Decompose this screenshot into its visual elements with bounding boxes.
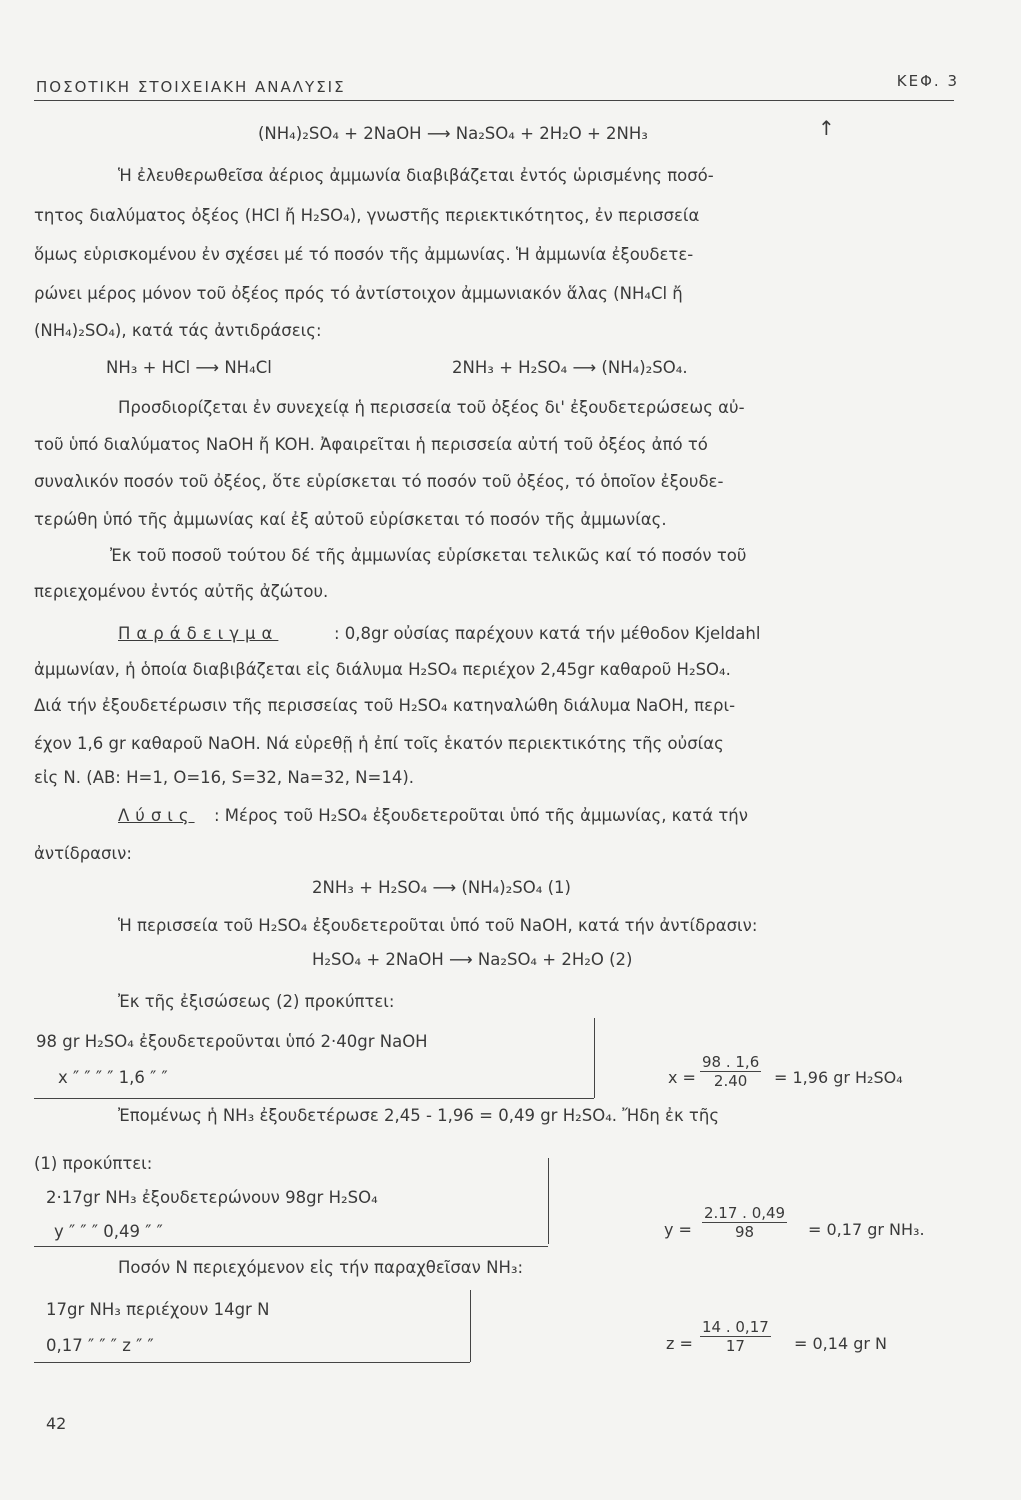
text-line: : 0,8gr οὐσίας παρέχουν κατά τήν μέθοδον Kjeldahl	[334, 624, 761, 643]
text-line: έχον 1,6 gr καθαροῦ NaOH. Νά εὑρεθῇ ἡ ἐπί τοῖς ἑκατόν περιεκτικότης τῆς οὐσίας	[34, 734, 724, 753]
calc-z-lhs: z =	[666, 1334, 693, 1353]
calc-y-fraction	[702, 1204, 787, 1241]
example-heading: Παράδειγμα	[118, 624, 279, 643]
header-rule	[34, 100, 954, 101]
gas-arrow-icon: ↑	[818, 116, 835, 140]
proportion-bar	[470, 1290, 471, 1362]
text-line: εἰς N. (ΑΒ: H=1, O=16, S=32, Na=32, N=14).	[34, 768, 415, 787]
proportion-line: 2·17gr NH₃ ἐξουδετερώνουν 98gr H₂SO₄	[46, 1188, 378, 1207]
text-line: (1) προκύπτει:	[34, 1154, 153, 1173]
chapter-label: ΚΕΦ. 3	[896, 72, 959, 90]
proportion-line: 98 gr H₂SO₄ ἐξουδετεροῦνται ὑπό 2·40gr NaOH	[36, 1032, 428, 1051]
text-line: Ἐκ τῆς ἐξισώσεως (2) προκύπτει:	[118, 992, 395, 1011]
text-line: Ἐπομένως ἡ NH₃ ἐξουδετέρωσε 2,45 - 1,96 = 0,49 gr H₂SO₄. Ἤδη ἐκ τῆς	[118, 1106, 720, 1125]
text-line: ὅμως εὑρισκομένου ἐν σχέσει μέ τό ποσόν τῆς ἀμμωνίας. Ἡ ἀμμωνία ἐξουδετε-	[34, 245, 694, 264]
proportion-underline	[34, 1246, 548, 1247]
calc-z-result: = 0,14 gr N	[794, 1334, 887, 1353]
calc-x-numerator: 98 . 1,6	[702, 1053, 760, 1071]
text-line: ἀμμωνίαν, ἡ ὁποία διαβιβάζεται εἰς διάλυμα H₂SO₄ περιέχον 2,45gr καθαροῦ H₂SO₄.	[34, 660, 731, 679]
calc-x-denominator: 2.40	[713, 1072, 748, 1090]
proportion-underline	[34, 1098, 594, 1099]
text-line: τητος διαλύματος ὀξέος (HCl ἤ H₂SO₄), γνωστῆς περιεκτικότητος, ἐν περισσεία	[34, 206, 700, 225]
proportion-line: 0,17 ″ ″ ″ z ″ ″	[46, 1336, 154, 1355]
calc-z-fraction	[700, 1318, 771, 1355]
equation-line: 2NH₃ + H₂SO₄ ⟶ (NH₄)₂SO₄ (1)	[312, 878, 571, 897]
equation-line: 2NH₃ + H₂SO₄ ⟶ (NH₄)₂SO₄.	[452, 358, 688, 377]
text-line: Ἐκ τοῦ ποσοῦ τούτου δέ τῆς ἀμμωνίας εὑρίσκεται τελικῶς καί τό ποσόν τοῦ	[110, 546, 747, 565]
calc-y-numerator: 2.17 . 0,49	[704, 1204, 786, 1222]
calc-z-numerator: 14 . 0,17	[702, 1318, 769, 1336]
proportion-underline	[34, 1362, 470, 1363]
text-line: (NH₄)₂SO₄), κατά τάς ἀντιδράσεις:	[34, 321, 322, 340]
calc-y-lhs: y =	[664, 1220, 692, 1239]
calc-y-denominator: 98	[735, 1223, 755, 1241]
calc-y-result: = 0,17 gr NH₃.	[808, 1220, 925, 1239]
text-line: Προσδιορίζεται ἐν συνεχείᾳ ἡ περισσεία τοῦ ὀξέος δι' ἐξουδετερώσεως αὐ-	[118, 398, 745, 417]
text-line: τερώθη ὑπό τῆς ἀμμωνίας καί ἐξ αὐτοῦ εὑρίσκεται τό ποσόν τῆς ἀμμωνίας.	[34, 510, 667, 529]
proportion-bar	[548, 1158, 549, 1244]
solution-heading: Λύσις	[118, 806, 195, 825]
text-line: Ἡ περισσεία τοῦ H₂SO₄ ἐξουδετεροῦται ὑπό τοῦ NaOH, κατά τήν ἀντίδρασιν:	[118, 916, 758, 935]
proportion-line: x ″ ″ ″ ″ 1,6 ″ ″	[58, 1068, 168, 1087]
text-line: περιεχομένου ἐντός αὐτῆς ἀζώτου.	[34, 582, 329, 601]
page-number: 42	[46, 1414, 67, 1433]
text-line: τοῦ ὑπό διαλύματος NaOH ἤ KOH. Ἀφαιρεῖται ἡ περισσεία αὐτή τοῦ ὀξέος ἀπό τό	[34, 435, 708, 454]
equation-line: H₂SO₄ + 2NaOH ⟶ Na₂SO₄ + 2H₂O (2)	[312, 950, 633, 969]
proportion-line: 17gr NH₃ περιέχουν 14gr N	[46, 1300, 270, 1319]
page-header-title: ΠΟΣΟΤΙΚΗ ΣΤΟΙΧΕΙΑΚΗ ΑΝΑΛΥΣΙΣ	[36, 78, 346, 96]
text-line: Διά τήν ἐξουδετέρωσιν τῆς περισσείας τοῦ H₂SO₄ κατηναλώθη διάλυμα NaOH, περι-	[34, 696, 736, 715]
equation-line: NH₃ + HCl ⟶ NH₄Cl	[106, 358, 272, 377]
calc-z-denominator: 17	[725, 1337, 745, 1355]
text-line: ἀντίδρασιν:	[34, 844, 132, 863]
calc-x-lhs: x =	[668, 1068, 696, 1087]
text-line: Ποσόν N περιεχόμενον εἰς τήν παραχθεῖσαν NH₃:	[118, 1258, 524, 1277]
proportion-line: y ″ ″ ″ 0,49 ″ ″	[54, 1222, 163, 1241]
text-line: : Μέρος τοῦ H₂SO₄ ἐξουδετεροῦται ὑπό τῆς ἀμμωνίας, κατά τήν	[214, 806, 748, 825]
text-line: Ἡ ἐλευθερωθεῖσα ἀέριος ἀμμωνία διαβιβάζεται ἐντός ὡρισμένης ποσό-	[118, 166, 714, 185]
calc-x-fraction	[700, 1053, 761, 1090]
calc-x-result: = 1,96 gr H₂SO₄	[774, 1068, 903, 1087]
text-line: ρώνει μέρος μόνον τοῦ ὀξέος πρός τό ἀντίστοιχον ἀμμωνιακόν ἅλας (NH₄Cl ἤ	[34, 284, 683, 303]
equation-line: (NH₄)₂SO₄ + 2NaOH ⟶ Na₂SO₄ + 2H₂O + 2NH₃	[258, 124, 648, 143]
text-line: συναλικόν ποσόν τοῦ ὀξέος, ὅτε εὑρίσκεται τό ποσόν τοῦ ὀξέος, τό ὁποῖον ἐξουδε-	[34, 472, 724, 491]
proportion-bar	[594, 1018, 595, 1098]
